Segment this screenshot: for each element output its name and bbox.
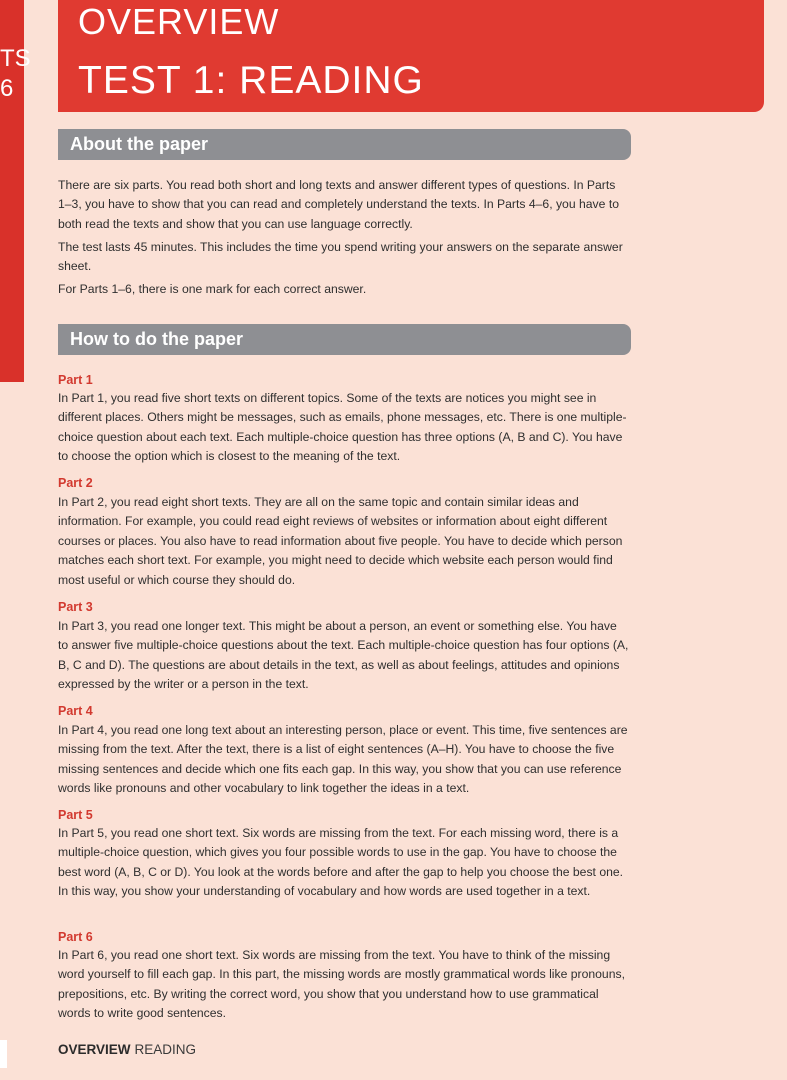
footer-section-label: OVERVIEW <box>58 1042 131 1057</box>
part-6-heading: Part 6 <box>58 930 93 944</box>
side-tab-line-2: 6 <box>0 75 14 102</box>
part-2-text: In Part 2, you read eight short texts. They are all on the same topic and contain similar ideas and information. For example, you could read eight reviews of websites or information about eight different courses or places. You also have to read information about five people. You have to decide which person matches each short text. For example, you might need to decide which website each person would find most useful or which course they should do. <box>58 495 623 587</box>
part-5-text: In Part 5, you read one short text. Six words are missing from the text. For each missing word, there is a multiple-choice question, which gives you four possible words to use in the gap. You have to choose the best word (A, B, C or D). You look at the words before and after the gap to help you choose the best one. In this way, you show your understanding of vocabulary and how words are used together in a text. <box>58 826 624 899</box>
about-paragraph-1: There are six parts. You read both short and long texts and answer different types of questions. In Parts 1–3, you have to show that you can read and completely understand the texts. In Parts 4–6, you have to both read the texts and show that you can use language correctly. <box>58 178 619 231</box>
page-subtitle: TEST 1: READING <box>78 59 424 102</box>
about-paragraph-3: For Parts 1–6, there is one mark for each correct answer. <box>58 282 367 296</box>
section-header-about <box>58 129 631 160</box>
part-4-heading: Part 4 <box>58 704 93 718</box>
page-edge-mark <box>0 1040 7 1068</box>
part-3-text: In Part 3, you read one longer text. This might be about a person, an event or something else. You have to answer five multiple-choice questions about the text. Each multiple-choice question has four options (A, B, C and D). The questions are about details in the text, as well as about feelings, attitudes and opinions expressed by the writer or a person in the text. <box>58 619 629 692</box>
page-header <box>58 0 764 112</box>
section-heading-how: How to do the paper <box>70 329 243 349</box>
section-heading-about: About the paper <box>70 134 208 154</box>
page-title: OVERVIEW <box>78 1 280 42</box>
section-header-how <box>58 324 631 355</box>
about-paragraph-2: The test lasts 45 minutes. This includes the time you spend writing your answers on the separate answer sheet. <box>58 240 623 274</box>
part-4-text: In Part 4, you read one long text about an interesting person, place or event. This time, five sentences are missing from the text. After the text, there is a list of eight sentences (A–H). You have to choose the five missing sentences and decide which one fits each gap. In this way, you show that you can use reference words like pronouns and other vocabulary to link together the ideas in a text. <box>58 723 628 796</box>
side-tab-line-1: TS <box>0 45 31 72</box>
part-6-text: In Part 6, you read one short text. Six words are missing from the text. You have to think of the missing word yourself to fill each gap. In this part, the missing words are mostly grammatical words like pronouns, prepositions, etc. By writing the correct word, you show that you understand how to use grammatical words to write good sentences. <box>58 948 625 1021</box>
part-1-text: In Part 1, you read five short texts on different topics. Some of the texts are notices you might see in different places. Others might be messages, such as emails, phone messages, etc. There is one multiple-choice question about each text. Each multiple-choice question has three options (A, B and C). You have to choose the option which is closest to the meaning of the text. <box>58 391 627 464</box>
part-3-heading: Part 3 <box>58 600 93 614</box>
page-footer <box>58 1041 196 1059</box>
footer-topic-label: READING <box>134 1042 197 1057</box>
side-tab-label <box>0 44 31 104</box>
part-1-heading: Part 1 <box>58 373 93 387</box>
part-2-heading: Part 2 <box>58 476 93 490</box>
part-5-heading: Part 5 <box>58 808 93 822</box>
